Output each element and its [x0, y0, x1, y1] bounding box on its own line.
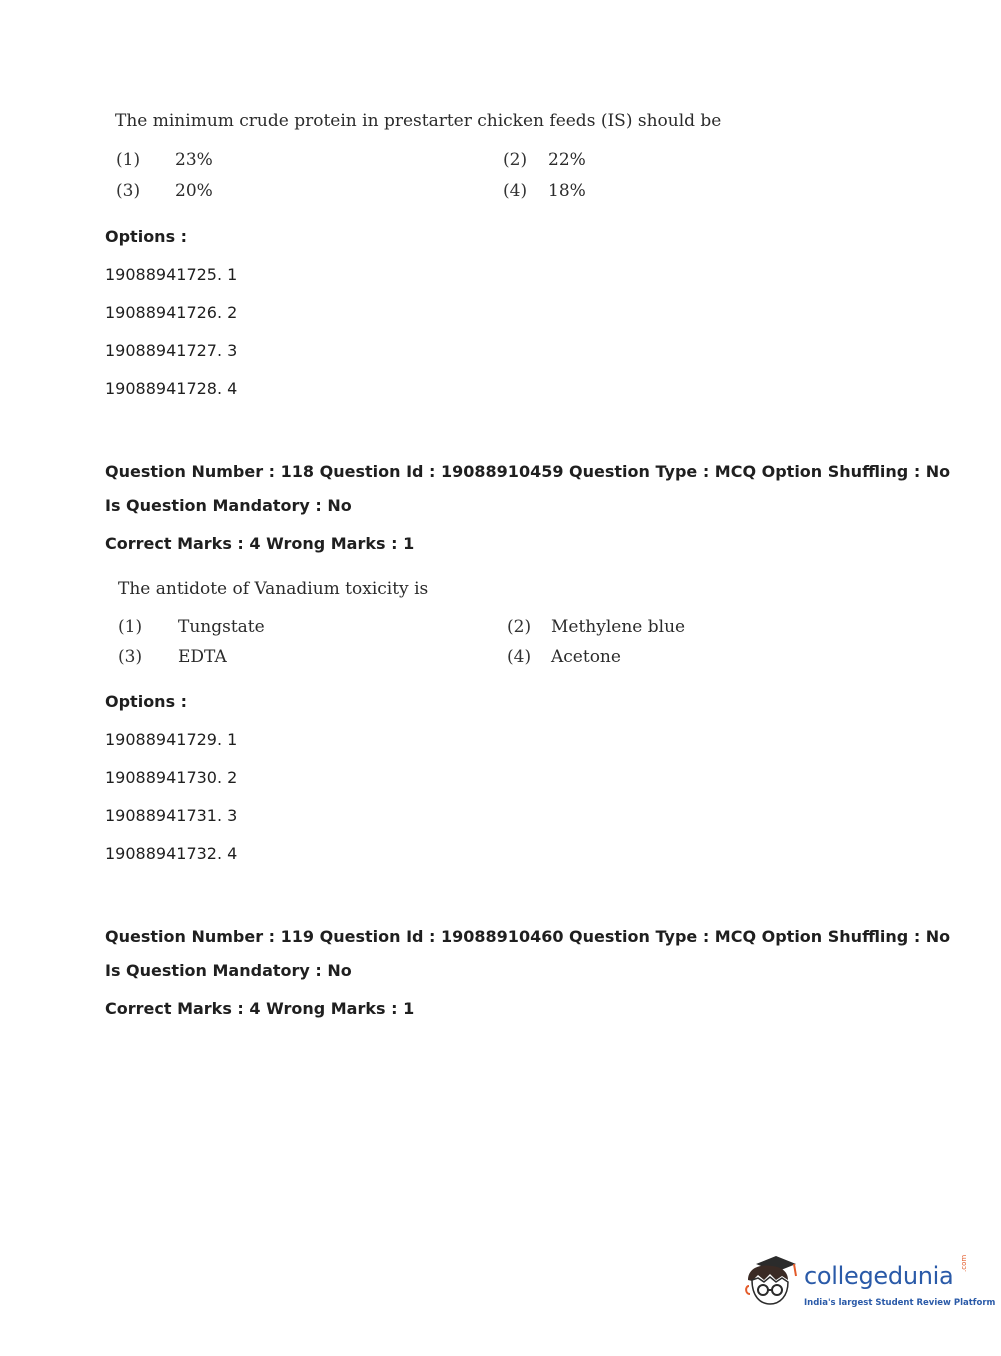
q117-choice-2-text: 22%	[548, 150, 586, 170]
q117-options-label: Options :	[105, 227, 188, 246]
mascot-logo-icon	[742, 1250, 802, 1310]
q117-option-3: 19088941727. 3	[105, 341, 238, 360]
q118-choice-1-num: (1)	[118, 617, 143, 637]
q117-option-4: 19088941728. 4	[105, 379, 238, 398]
q119-marks: Correct Marks : 4 Wrong Marks : 1	[105, 999, 415, 1018]
q118-choice-3-num: (3)	[118, 647, 143, 667]
q117-stem: The minimum crude protein in prestarter chicken feeds (IS) should be	[115, 111, 722, 131]
logo-tagline: India's largest Student Review Platform	[804, 1298, 996, 1308]
q118-choice-1-text: Tungstate	[178, 617, 265, 637]
q117-option-1: 19088941725. 1	[105, 265, 238, 284]
q118-header-line1: Question Number : 118 Question Id : 19088910459 Question Type : MCQ Option Shuffling : No	[105, 462, 951, 481]
q118-option-4: 19088941732. 4	[105, 844, 238, 863]
q117-choice-3-num: (3)	[116, 181, 141, 201]
q118-stem: The antidote of Vanadium toxicity is	[118, 579, 429, 599]
q119-header-line1: Question Number : 119 Question Id : 19088910460 Question Type : MCQ Option Shuffling : No	[105, 927, 951, 946]
q118-choice-2-text: Methylene blue	[551, 617, 686, 637]
collegedunia-logo[interactable]	[742, 1248, 996, 1318]
q118-marks: Correct Marks : 4 Wrong Marks : 1	[105, 534, 415, 553]
q117-option-2: 19088941726. 2	[105, 303, 238, 322]
logo-name: collegedunia	[804, 1262, 954, 1290]
q117-choice-2-num: (2)	[503, 150, 528, 170]
q118-options-label: Options :	[105, 692, 188, 711]
q117-choice-1-text: 23%	[175, 150, 213, 170]
logo-suffix: .com	[960, 1254, 968, 1272]
q119-header-line2: Is Question Mandatory : No	[105, 961, 352, 980]
q118-option-1: 19088941729. 1	[105, 730, 238, 749]
q118-header-line2: Is Question Mandatory : No	[105, 496, 352, 515]
q118-choice-3-text: EDTA	[178, 647, 227, 667]
q118-option-2: 19088941730. 2	[105, 768, 238, 787]
q117-choice-4-text: 18%	[548, 181, 586, 201]
q118-choice-2-num: (2)	[507, 617, 532, 637]
q118-option-3: 19088941731. 3	[105, 806, 238, 825]
q118-choice-4-num: (4)	[507, 647, 532, 667]
q117-choice-4-num: (4)	[503, 181, 528, 201]
q118-choice-4-text: Acetone	[551, 647, 621, 667]
q117-choice-3-text: 20%	[175, 181, 213, 201]
q117-choice-1-num: (1)	[116, 150, 141, 170]
